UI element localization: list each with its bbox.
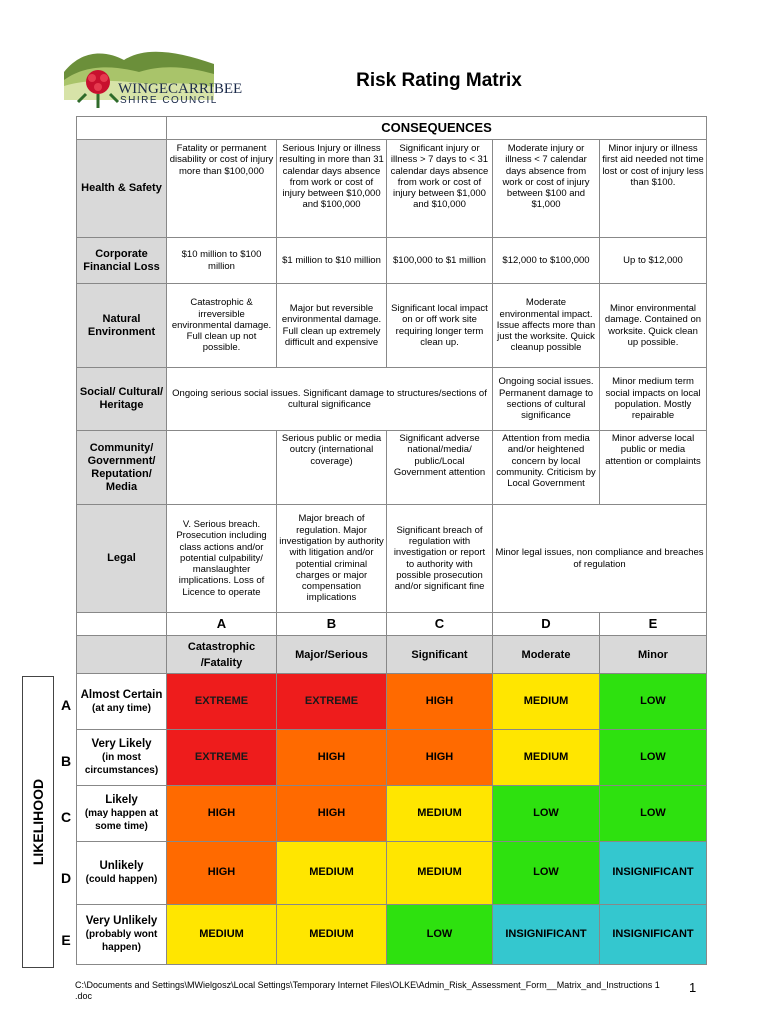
likelihood-name: Likely	[105, 794, 138, 806]
column-name-a: Catastrophic /Fatality	[167, 636, 277, 674]
column-name-d: Moderate	[493, 636, 600, 674]
likelihood-name: Almost Certain	[80, 688, 163, 701]
rating-cell: EXTREME	[277, 674, 387, 730]
likelihood-letter-a: A	[60, 697, 72, 713]
consequence-cell: Attention from media and/or heightened concern by local community. Criticism by Local Government	[493, 431, 600, 505]
likelihood-axis-label: LIKELIHOOD	[30, 778, 46, 866]
consequences-header: CONSEQUENCES	[167, 117, 707, 140]
blank-cell	[77, 636, 167, 674]
consequence-cell: Up to $12,000	[600, 238, 707, 284]
category-social-cultural: Social/ Cultural/ Heritage	[77, 368, 167, 431]
consequence-cell: Serious Injury or illness resulting in more than 31 calendar days absence from work or cost of injury between $10,000 and $100,000	[277, 140, 387, 238]
category-natural-environment: Natural Environment	[77, 284, 167, 368]
likelihood-row	[77, 786, 707, 842]
rating-cell: HIGH	[387, 730, 493, 786]
risk-matrix-table	[76, 116, 707, 965]
rating-cell: LOW	[493, 786, 600, 842]
consequence-cell-merged: Minor legal issues, non compliance and breaches of regulation	[493, 505, 707, 613]
consequence-cell: $10 million to $100 million	[167, 238, 277, 284]
consequence-cell: Significant breach of regulation with investigation or report to authority with possible prosecution and/or significant fine	[387, 505, 493, 613]
column-letter-e: E	[600, 613, 707, 636]
likelihood-label	[77, 842, 167, 905]
rating-cell: INSIGNIFICANT	[493, 905, 600, 965]
rating-cell: MEDIUM	[387, 842, 493, 905]
blank-cell	[77, 613, 167, 636]
likelihood-label	[77, 786, 167, 842]
rating-cell: HIGH	[277, 786, 387, 842]
rating-cell: LOW	[493, 842, 600, 905]
category-financial-loss: Corporate Financial Loss	[77, 238, 167, 284]
rating-cell: LOW	[600, 786, 707, 842]
column-name-e: Minor	[600, 636, 707, 674]
rating-cell: HIGH	[167, 842, 277, 905]
consequence-cell: Significant injury or illness > 7 days to < 31 calendar days absence from work or cost of injury between $1,000 and $10,000	[387, 140, 493, 238]
consequence-cell: $12,000 to $100,000	[493, 238, 600, 284]
likelihood-row	[77, 842, 707, 905]
consequence-cell: Catastrophic & irreversible environmental damage. Full clean up not possible.	[167, 284, 277, 368]
likelihood-label	[77, 730, 167, 786]
consequence-cell: Minor medium term social impacts on local population. Mostly repairable	[600, 368, 707, 431]
consequence-cell: $100,000 to $1 million	[387, 238, 493, 284]
rating-cell: MEDIUM	[277, 842, 387, 905]
column-letter-c: C	[387, 613, 493, 636]
rating-cell: LOW	[387, 905, 493, 965]
rating-cell: HIGH	[167, 786, 277, 842]
category-legal: Legal	[77, 505, 167, 613]
consequence-cell-merged: Ongoing serious social issues. Significant damage to structures/sections of cultural significance	[167, 368, 493, 431]
rating-cell: EXTREME	[167, 730, 277, 786]
consequence-cell: Ongoing social issues. Permanent damage to sections of cultural significance	[493, 368, 600, 431]
consequence-cell: Moderate injury or illness < 7 calendar days absence from work or cost of injury between $100 and $1,000	[493, 140, 600, 238]
category-community-media: Community/ Government/ Reputation/ Media	[77, 431, 167, 505]
rating-cell: LOW	[600, 730, 707, 786]
rating-cell: MEDIUM	[277, 905, 387, 965]
likelihood-letter-d: D	[60, 870, 72, 886]
consequence-cell: Minor environmental damage. Contained on worksite. Quick clean up possible.	[600, 284, 707, 368]
consequence-cell: Serious public or media outcry (international coverage)	[277, 431, 387, 505]
likelihood-label	[77, 674, 167, 730]
column-letter-d: D	[493, 613, 600, 636]
consequence-cell: Minor injury or illness first aid needed not time lost or cost of injury less than $100.	[600, 140, 707, 238]
rating-cell: LOW	[600, 674, 707, 730]
likelihood-row	[77, 730, 707, 786]
rating-cell: HIGH	[277, 730, 387, 786]
likelihood-name: Very Unlikely	[85, 915, 158, 927]
rating-cell: MEDIUM	[167, 905, 277, 965]
likelihood-letter-c: C	[60, 809, 72, 825]
consequence-cell: Major breach of regulation. Major investigation by authority with litigation and/or potential criminal charges or major compensation implications	[277, 505, 387, 613]
likelihood-name: Very Likely	[91, 738, 152, 750]
consequence-cell: Significant local impact on or off work site requiring longer term clean up.	[387, 284, 493, 368]
likelihood-detail: (may happen at some time)	[84, 808, 159, 832]
corner-cell	[77, 117, 167, 140]
logo-line1: WINGECARRIBEE	[118, 81, 243, 97]
likelihood-detail: (probably wont happen)	[85, 929, 158, 953]
likelihood-name: Unlikely	[99, 860, 144, 872]
likelihood-row	[77, 905, 707, 965]
consequence-cell: Moderate environmental impact. Issue affects more than just the worksite. Quick cleanup possible	[493, 284, 600, 368]
logo-line2: SHIRE COUNCIL	[120, 95, 218, 106]
likelihood-label	[77, 905, 167, 965]
rating-cell: MEDIUM	[493, 730, 600, 786]
rating-cell: MEDIUM	[387, 786, 493, 842]
footer-file-path: C:\Documents and Settings\MWielgosz\Local Settings\Temporary Internet Files\OLKE\Admin_Risk_Assessment_Form__Matrix_and_Instructions 1 .doc	[75, 980, 660, 1001]
likelihood-letter-b: B	[60, 753, 72, 769]
consequence-cell: Major but reversible environmental damage. Full clean up extremely difficult and expensive	[277, 284, 387, 368]
likelihood-letter-e: E	[61, 932, 71, 948]
consequence-cell: $1 million to $10 million	[277, 238, 387, 284]
rating-cell: EXTREME	[167, 674, 277, 730]
likelihood-detail: (in most circumstances)	[84, 752, 159, 776]
category-health-safety: Health & Safety	[77, 140, 167, 238]
rating-cell: HIGH	[387, 674, 493, 730]
column-name-c: Significant	[387, 636, 493, 674]
column-name-b: Major/Serious	[277, 636, 387, 674]
column-letter-a: A	[167, 613, 277, 636]
consequence-cell: Significant adverse national/media/ public/Local Government attention	[387, 431, 493, 505]
column-letter-b: B	[277, 613, 387, 636]
page-number: 1	[689, 980, 697, 995]
page-title: Risk Rating Matrix	[356, 70, 522, 91]
rating-cell: INSIGNIFICANT	[600, 905, 707, 965]
consequence-cell: Fatality or permanent disability or cost of injury more than $100,000	[167, 140, 277, 238]
consequence-cell	[167, 431, 277, 505]
likelihood-detail: (at any time)	[92, 702, 151, 714]
rating-cell: INSIGNIFICANT	[600, 842, 707, 905]
consequence-cell: Minor adverse local public or media attention or complaints	[600, 431, 707, 505]
consequence-cell: V. Serious breach. Prosecution including class actions and/or potential culpability/ manslaughter implications. Loss of Licence to operate	[167, 505, 277, 613]
likelihood-detail: (could happen)	[85, 874, 158, 885]
likelihood-row	[77, 674, 707, 730]
rating-cell: MEDIUM	[493, 674, 600, 730]
